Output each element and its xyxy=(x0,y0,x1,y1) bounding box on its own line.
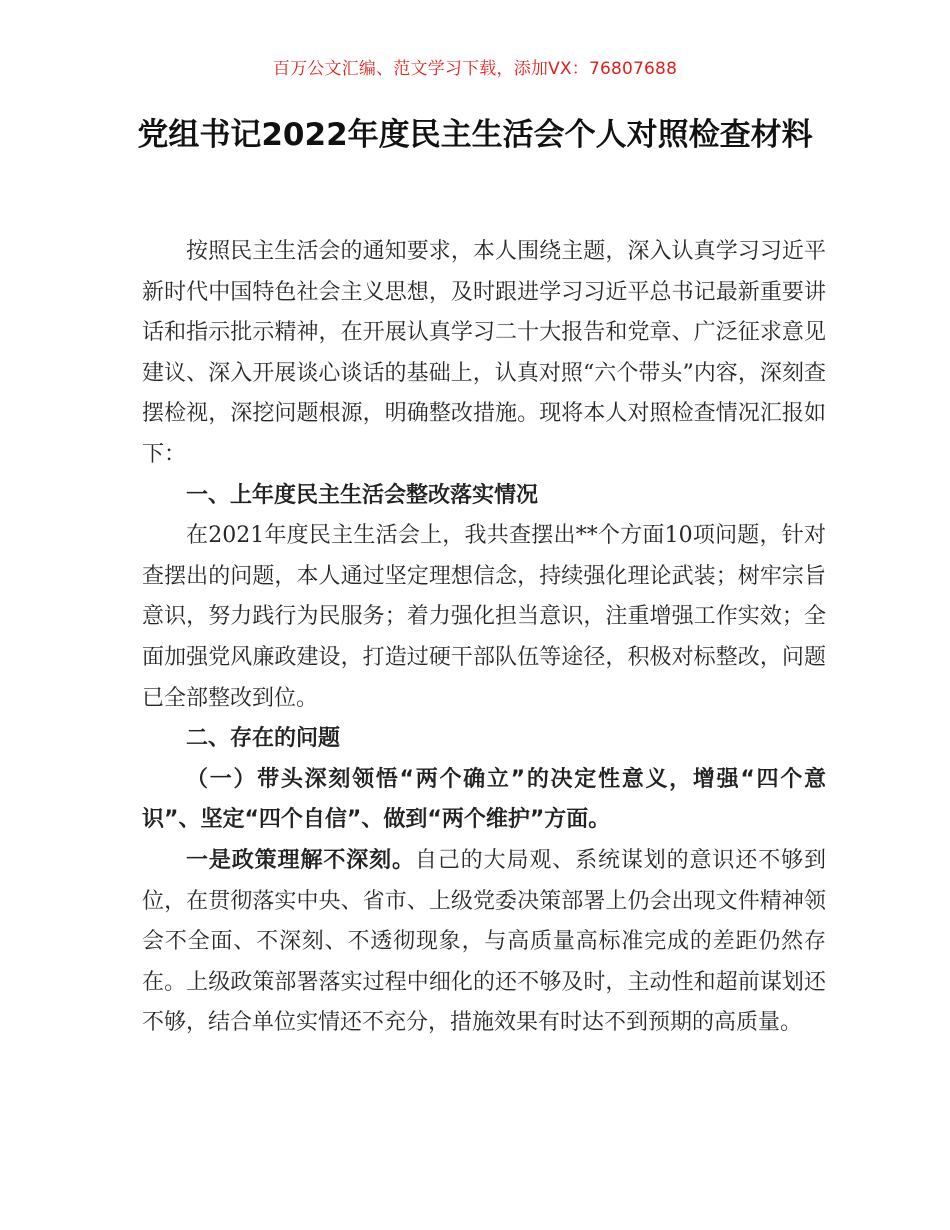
intro-paragraph: 按照民主生活会的通知要求，本人围绕主题，深入认真学习习近平新时代中国特色社会主义思想，及时跟进学习习近平总书记最新重要讲话和指示批示精神，在开展认真学习二十大报告和党章、广泛征求意见建议、深入开展谈心谈话的基础上，认真对照“六个带头”内容，深刻查摆检视，深挖问题根源，明确整改措施。现将本人对照检查情况汇报如下： xyxy=(142,239,826,467)
section-heading-1: 一、上年度民主生活会整改落实情况 xyxy=(186,482,539,508)
header-promo-note: 百万公文汇编、范文学习下载，添加VX：76807688 xyxy=(272,59,678,79)
point-1-paragraph xyxy=(142,841,826,1044)
document-body xyxy=(142,232,826,1044)
section-1-paragraph: 在2021年度民主生活会上，我共查摆出**个方面10项问题，针对查摆出的问题，本人通过坚定理想信念，持续强化理论武装；树牢宗旨意识，努力践行为民服务；着力强化担当意识，注重增强工作实效；全面加强党风廉政建设，打造过硬干部队伍等途径，积极对标整改，问题已全部整改到位。 xyxy=(142,523,826,711)
section-heading-2: 二、存在的问题 xyxy=(186,726,341,752)
document-title: 党组书记2022年度民主生活会个人对照检查材料 xyxy=(137,117,813,153)
sub-heading-1: （一）带头深刻领悟“两个确立”的决定性意义，增强“四个意识”、坚定“四个自信”、做到“两个维护”方面。 xyxy=(142,766,826,833)
point-1-body: 自己的大局观、系统谋划的意识还不够到位，在贯彻落实中央、省市、上级党委决策部署上仍会出现文件精神领会不全面、不深刻、不透彻现象，与高质量高标准完成的差距仍然存在。上级政策部署落实过程中细化的还不够及时，主动性和超前谋划还不够，结合单位实情还不充分，措施效果有时达不到预期的高质量。 xyxy=(142,847,826,1036)
point-1-lead: 一是政策理解不深刻。 xyxy=(186,847,415,873)
